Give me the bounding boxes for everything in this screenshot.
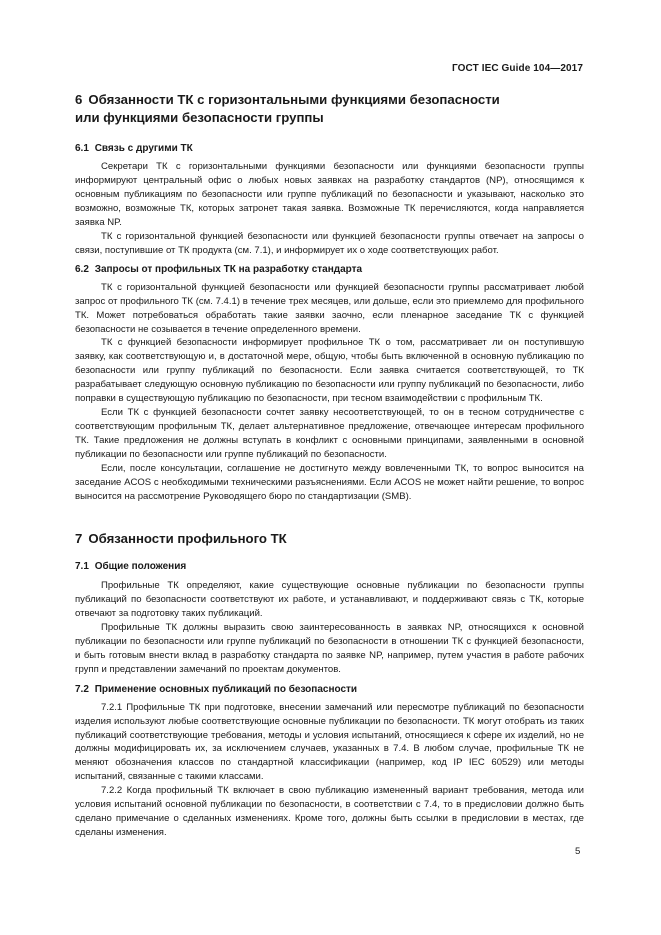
paragraph: Профильные ТК должны выразить свою заинтересованность в заявках NP, относящихся к основной публикации по безопасности или группе публикаций по безопасности в отношении ТК с функцией безопасности, и быть готовым внести вклад в разработку стандарта по заявке NP, например, путем участия в работе рабочих групп и представлении замечаний по проектам документов. [75,621,584,675]
paragraph: Секретари ТК с горизонтальными функциями безопасности или функциями безопасности группы информируют центральный офис о любых новых заявках на разработку стандартов (NP), относящимся к основным публикациям по безопасности или группе публикаций по безопасности и указывают, насколько это возможно, возможные ТК, которых затронет такая заявка. Возможные ТК перечисляются, когда направляется заявка NP. [75,161,584,228]
section-6-heading [75,91,584,127]
paragraph: Профильные ТК определяют, какие существующие основные публикации по безопасности группы публикаций по безопасности соответствуют их работе, и устанавливают, и поддерживают связь с ТК, которые отвечают за подготовку таких публикаций. [75,579,584,619]
subsection-6-1-heading [75,142,584,155]
section-7-title: Обязанности профильного ТК [88,530,287,546]
section-6-title-line2: или функциями безопасности группы [75,110,324,125]
paragraph: Если, после консультации, соглашение не достигнуто между вовлеченными ТК, то вопрос выносится на заседание ACOS с необходимыми техническими разъяснениями. Если ACOS не может найти решение, то вопрос выносится на рассмотрение Руководящего бюро по стандартизации (SMB). [75,463,584,502]
subsection-7-1-heading [75,560,584,573]
document-code-header: ГОСТ IEC Guide 104—2017 [452,63,583,74]
paragraph: 7.2.2 Когда профильный ТК включает в свою публикацию измененный вариант требования, метода или условия испытаний основной публикации по безопасности, в соответствии с 7.4, то в предисловии должно быть сделано примечание о сделанных изменениях. Кроме того, должны быть ссылки в предисловии в местах, где сделаны изменения. [75,785,584,839]
subsection-7-1-number: 7.1 [75,560,89,572]
paragraph: ТК с функцией безопасности информирует профильное ТК о том, рассматривает ли он поступившую заявку, как соответствующую и, в достаточной мере, общую, чтобы быть включенной в основную публикацию по безопасности или группу публикаций по безопасности. Если заявка считается соответствующей, то ТК разрабатывает следующую основную публикацию по безопасности или группу публикаций по безопасности, либо поправки в существующую публикацию по безопасности, при тесном взаимодействии с профильным ТК. [75,337,584,405]
subsection-7-2-number: 7.2 [75,683,89,695]
page-number: 5 [575,846,581,857]
page-content [75,91,584,840]
subsection-6-2-title: Запросы от профильных ТК на разработку стандарта [94,263,363,275]
subsection-6-2-heading [75,263,584,276]
section-6-title-line1: Обязанности ТК с горизонтальными функциями безопасности [88,92,500,107]
subsection-7-2-title: Применение основных публикаций по безопасности [94,683,358,695]
section-7-heading [75,530,584,548]
paragraph: ТК с горизонтальной функцией безопасности или функцией безопасности группы рассматривает любой запрос от профильного ТК (см. 7.4.1) в течение трех месяцев, или дольше, если это приемлемо для профильного ТК. Может потребоваться обработать такие заявки заочно, если пленарное заседание ТК с функцией безопасности не созывается в течение определенного времени. [75,281,584,335]
subsection-6-1-number: 6.1 [75,143,89,154]
subsection-7-2-heading [75,683,584,696]
paragraph: 7.2.1 Профильные ТК при подготовке, внесении замечаний или пересмотре публикаций по безопасности изделия используют любые соответствующие основные публикации по безопасности. ТК могут отобрать из таких публикаций соответствующие требования, методы и условия испытаний, относящиеся к сфере их изделий, но не должны модифицировать их, за исключением случаев, указанных в 7.4. В любом случае, профильные ТК не меняют обозначения классов по стандартной классификации (например, код IP IEC 60529) или методы испытаний, связанные с такими классами. [75,701,584,783]
subsection-7-1-title: Общие положения [94,560,187,572]
paragraph: ТК с горизонтальной функцией безопасности или функцией безопасности группы отвечает на запросы о связи, поступившие от ТК продукта (см. 7.1), и информирует их о ходе соответствующих работ. [75,230,584,256]
subsection-6-1-title: Связь с другими ТК [94,143,193,154]
paragraph: Если ТК с функцией безопасности сочтет заявку несоответствующей, то он в тесном сотрудничестве с соответствующим профильным ТК, делает альтернативное предложение, отвечающее интересам профильного ТК. Такие предложения не должны вступать в конфликт с основными принципами, заявленными в основной публикации по безопасности или группе публикаций по безопасности. [75,407,584,461]
subsection-6-2-number: 6.2 [75,263,89,275]
section-6-number: 6 [75,92,83,107]
section-7-number: 7 [75,530,83,546]
